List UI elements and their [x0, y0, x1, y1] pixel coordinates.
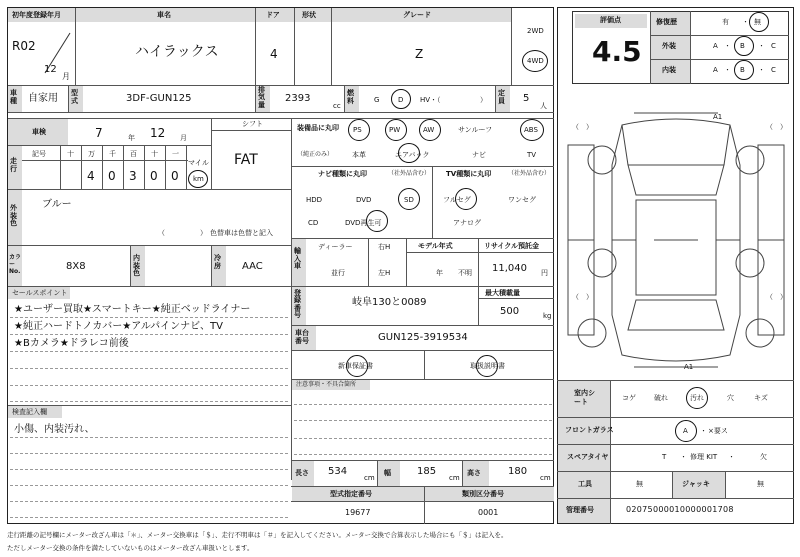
- navi-sd: SD: [404, 196, 414, 204]
- diagram-paren: （ ）: [766, 293, 787, 301]
- mileage-digit: 3: [129, 169, 137, 183]
- equip-abs: ABS: [524, 126, 538, 134]
- ruled-line: [294, 404, 552, 405]
- fuel-close: ）: [480, 96, 487, 104]
- car-name: ハイラックス: [135, 44, 219, 60]
- interior-label: 内装: [662, 66, 676, 74]
- ruled-line: [10, 517, 288, 518]
- type-no-value: 19677: [345, 508, 371, 517]
- ac-label: 冷房: [214, 254, 221, 270]
- spare-label: スペアタイヤ: [567, 453, 609, 461]
- reg-value: 岐阜130と0089: [352, 297, 427, 308]
- navi-sub: （社外品含む）: [388, 170, 431, 177]
- width-label: 幅: [384, 469, 391, 477]
- fuel-hv: HV・（: [420, 96, 441, 104]
- exterior-label: 外装: [662, 42, 676, 50]
- digit-divider: [102, 146, 103, 189]
- inspect-month-unit: 月: [180, 134, 187, 142]
- load-value: 500: [500, 306, 520, 317]
- month-unit: 月: [62, 72, 70, 81]
- type-no-label: 型式指定番号: [330, 490, 372, 498]
- inspect-year: 7: [95, 126, 103, 140]
- color-value: ブルー: [42, 199, 72, 210]
- footer-note-1: 走行距離の記号欄にメーター改ざん車は「＊」、メーター交換車は「＄」、走行不明車は「＃」を記入してください。メーター交換で合算表示した場合にも「＄」は記入を。: [7, 531, 508, 539]
- digit-head: 百: [130, 150, 137, 158]
- equip-aw: AW: [423, 126, 435, 134]
- new-warranty: 新車保証書: [338, 362, 373, 370]
- glass-replace: ×要ス: [708, 427, 728, 435]
- disp-value: 2393: [285, 93, 311, 104]
- hand-l: 左H: [378, 269, 391, 277]
- manual: 取扱説明書: [470, 362, 505, 370]
- ext-grade-b: B: [740, 42, 745, 50]
- ext-grade-c: C: [771, 42, 776, 50]
- import-parallel: 並行: [331, 269, 345, 277]
- seat-stain: 汚れ: [690, 394, 704, 402]
- int-grade-c: C: [771, 66, 776, 74]
- jack-label: ジャッキ: [682, 480, 710, 488]
- digit-divider: [60, 146, 61, 189]
- recycle-label: リサイクル預託金: [484, 242, 540, 250]
- width-unit: cm: [449, 474, 460, 482]
- tools-value: 無: [636, 480, 643, 488]
- spare-kit: 修理 KIT: [690, 453, 718, 461]
- ruled-line: [10, 453, 288, 454]
- glass-dot: ・: [700, 427, 707, 435]
- model-label: 型式: [71, 89, 78, 105]
- spare-dot2: ・: [728, 453, 735, 461]
- ruled-line: [10, 485, 288, 486]
- shift-label: シフト: [242, 120, 263, 128]
- length-label: 長さ: [295, 469, 309, 477]
- grade-label: グレード: [403, 11, 431, 19]
- tools-label: 工具: [578, 480, 592, 488]
- model-year-unit: 年: [436, 269, 443, 277]
- seat-label: 室内シート: [574, 389, 595, 407]
- equip-airbag: エアバック: [395, 151, 430, 159]
- color-label: 外装色: [10, 204, 17, 228]
- equip-label: 装備品に丸印: [297, 124, 339, 132]
- era-year: R02: [12, 39, 36, 53]
- footer-note-2: ただしメーター交換の条件を満たしていないものはメーター改ざん車扱いとします。: [7, 544, 254, 552]
- first-reg-label: 初年度登録年月: [12, 11, 61, 19]
- fuel-g: G: [374, 96, 380, 104]
- navi-dvd: DVD: [356, 196, 372, 204]
- points-label: セールスポイント: [12, 289, 68, 297]
- digit-header-line: [22, 160, 188, 161]
- equip-sub: （純正のみ）: [297, 151, 334, 158]
- name-label: 車名: [157, 11, 171, 19]
- car-diagram: [562, 105, 790, 375]
- fuel-label: 燃料: [347, 89, 354, 105]
- recycle-value: 11,040: [492, 263, 527, 274]
- model-value: 3DF-GUN125: [126, 93, 192, 104]
- colorno-value: 8X8: [66, 261, 86, 272]
- mileage-digit: 4: [87, 169, 95, 183]
- cap-label: 定員: [498, 89, 505, 105]
- diagram-paren: （ ）: [766, 123, 787, 131]
- sales-point-line: ★Bカメラ★ドラレコ前後: [14, 338, 129, 349]
- seat-yabure: 破れ: [654, 394, 668, 402]
- spare-none: 欠: [760, 453, 767, 461]
- inspect-year-unit: 年: [128, 134, 135, 142]
- digit-head: 十: [151, 150, 158, 158]
- digit-divider: [81, 146, 82, 189]
- inspect-label: 車検: [32, 128, 46, 136]
- navi-label: ナビ種類に丸印: [318, 170, 367, 178]
- spare-dot: ・: [680, 453, 687, 461]
- ruled-line: [10, 317, 288, 318]
- tv-label: TV種類に丸印: [446, 170, 492, 178]
- door-label: ドア: [266, 11, 280, 19]
- length-value: 534: [328, 466, 348, 477]
- drive-2wd: 2WD: [527, 27, 544, 35]
- int-grade-a: A: [713, 66, 718, 74]
- digit-head: 万: [88, 150, 95, 158]
- sales-point-line: ★純正ハードトノカバー★アルパインナビ、TV: [14, 321, 223, 332]
- grade-value: Z: [415, 47, 424, 61]
- mgmt-value: 02075000010000001708: [626, 505, 734, 514]
- ruled-line: [10, 334, 288, 335]
- ruled-line: [10, 368, 288, 369]
- ruled-line: [294, 438, 552, 439]
- load-label: 最大積載量: [485, 289, 520, 297]
- cap-unit: 人: [540, 102, 547, 110]
- height-label: 高さ: [467, 469, 481, 477]
- km-label: km: [193, 175, 204, 183]
- ruled-line: [10, 501, 288, 502]
- tv-analog: アナログ: [453, 219, 481, 227]
- digit-divider: [144, 146, 145, 189]
- digit-divider: [123, 146, 124, 189]
- height-unit: cm: [540, 474, 551, 482]
- digit-divider: [186, 146, 187, 189]
- hand-r: 右H: [378, 243, 391, 251]
- digit-head: 一: [172, 150, 179, 158]
- inspect-month: 12: [150, 126, 166, 140]
- glass-a: A: [683, 427, 688, 435]
- shift-value: FAT: [234, 152, 258, 168]
- mile-label: マイル: [188, 159, 209, 167]
- equip-ps: PS: [353, 126, 362, 134]
- notes-label: 注意事項・不具合箇所: [296, 381, 357, 388]
- colorno-label: カラーNo.: [9, 254, 22, 276]
- repair-label: 修復歴: [656, 18, 677, 26]
- model-year-label: モデル年式: [418, 242, 453, 250]
- ac-value: AAC: [242, 261, 263, 272]
- diagram-a1-bottom: A1: [684, 363, 694, 371]
- equip-leather: 本革: [352, 151, 366, 159]
- inspector-line: 小傷、内装汚れ、: [14, 424, 95, 435]
- score-label: 評価点: [600, 16, 621, 24]
- chassis-label: 車台番号: [295, 329, 309, 346]
- ruled-line: [294, 420, 552, 421]
- jack-value: 無: [757, 480, 764, 488]
- interior-color-label: 内装色: [133, 254, 140, 278]
- color-paren-open: （: [158, 229, 165, 237]
- digit-head: 千: [109, 150, 116, 158]
- drive-4wd: 4WD: [527, 57, 544, 65]
- ext-grade-a: A: [713, 42, 718, 50]
- navi-dvdplay: DVD再生可: [345, 219, 382, 227]
- cap-value: 5: [523, 93, 530, 104]
- class-no-label: 類別区分番号: [462, 490, 504, 498]
- mileage-label: 走行: [10, 157, 17, 173]
- inspector-label: 検査記入欄: [12, 408, 47, 416]
- ruled-line: [10, 469, 288, 470]
- mileage-digit: 0: [150, 169, 158, 183]
- class-no-value: 0001: [478, 508, 499, 517]
- digit-head: 十: [67, 150, 74, 158]
- disp-label: 排気量: [258, 86, 265, 109]
- ruled-line: [10, 401, 288, 402]
- height-value: 180: [508, 466, 528, 477]
- spare-t: T: [662, 453, 667, 461]
- mileage-digit: 0: [171, 169, 179, 183]
- color-paren-close: ）: [200, 229, 207, 237]
- tv-fullseg: フルセグ: [443, 196, 471, 204]
- recycle-yen: 円: [541, 269, 548, 277]
- ruled-line: [10, 385, 288, 386]
- usage-value: 自家用: [28, 93, 58, 104]
- fuel-d: D: [398, 96, 404, 104]
- equip-pw: PW: [389, 126, 401, 134]
- width-value: 185: [417, 466, 437, 477]
- repair-yes: 有: [722, 18, 729, 26]
- seat-hole: 穴: [727, 394, 734, 402]
- model-year-unknown: 不明: [458, 269, 472, 277]
- shape-label: 形状: [302, 11, 316, 19]
- equip-navi: ナビ: [472, 151, 486, 159]
- ruled-line: [10, 437, 288, 438]
- sales-point-line: ★ユーザー買取★スマートキー★純正ベッドライナー: [14, 304, 251, 315]
- diagram-paren: （ ）: [572, 293, 593, 301]
- color-note: 色替車は色替と記入: [210, 229, 273, 237]
- tv-oneseg: ワンセグ: [508, 196, 536, 204]
- length-unit: cm: [364, 474, 375, 482]
- diagram-a1-top: A1: [713, 113, 723, 121]
- int-grade-b: B: [740, 66, 745, 74]
- mileage-digit: 0: [108, 169, 116, 183]
- equip-sunroof: サンルーフ: [458, 126, 493, 134]
- door-value: 4: [270, 47, 278, 61]
- chassis-value: GUN125-3919534: [378, 332, 468, 343]
- navi-cd: CD: [308, 219, 319, 227]
- repair-no: 無: [754, 18, 761, 26]
- equip-tv: TV: [527, 151, 537, 159]
- reg-label: 登録番号: [294, 289, 301, 320]
- record-label: 記号: [32, 150, 46, 158]
- score-value: 4.5: [592, 35, 642, 68]
- glass-label: フロントガラス: [565, 426, 614, 434]
- mgmt-label: 管理番号: [566, 506, 594, 514]
- usage-label: 車種: [10, 89, 17, 105]
- disp-unit: cc: [333, 102, 341, 110]
- first-reg-month: 12: [44, 64, 57, 75]
- seat-scratch: キズ: [754, 394, 768, 402]
- diagram-paren: （ ）: [572, 123, 593, 131]
- navi-hdd: HDD: [306, 196, 323, 204]
- import-dealer: ディーラー: [318, 243, 353, 251]
- seat-koge: コゲ: [622, 394, 636, 402]
- ruled-line: [294, 454, 552, 455]
- import-label: 輸入車: [294, 247, 301, 271]
- digit-divider: [165, 146, 166, 189]
- ruled-line: [10, 351, 288, 352]
- tv-sub: （社外品含む）: [508, 170, 551, 177]
- load-unit: kg: [543, 312, 552, 320]
